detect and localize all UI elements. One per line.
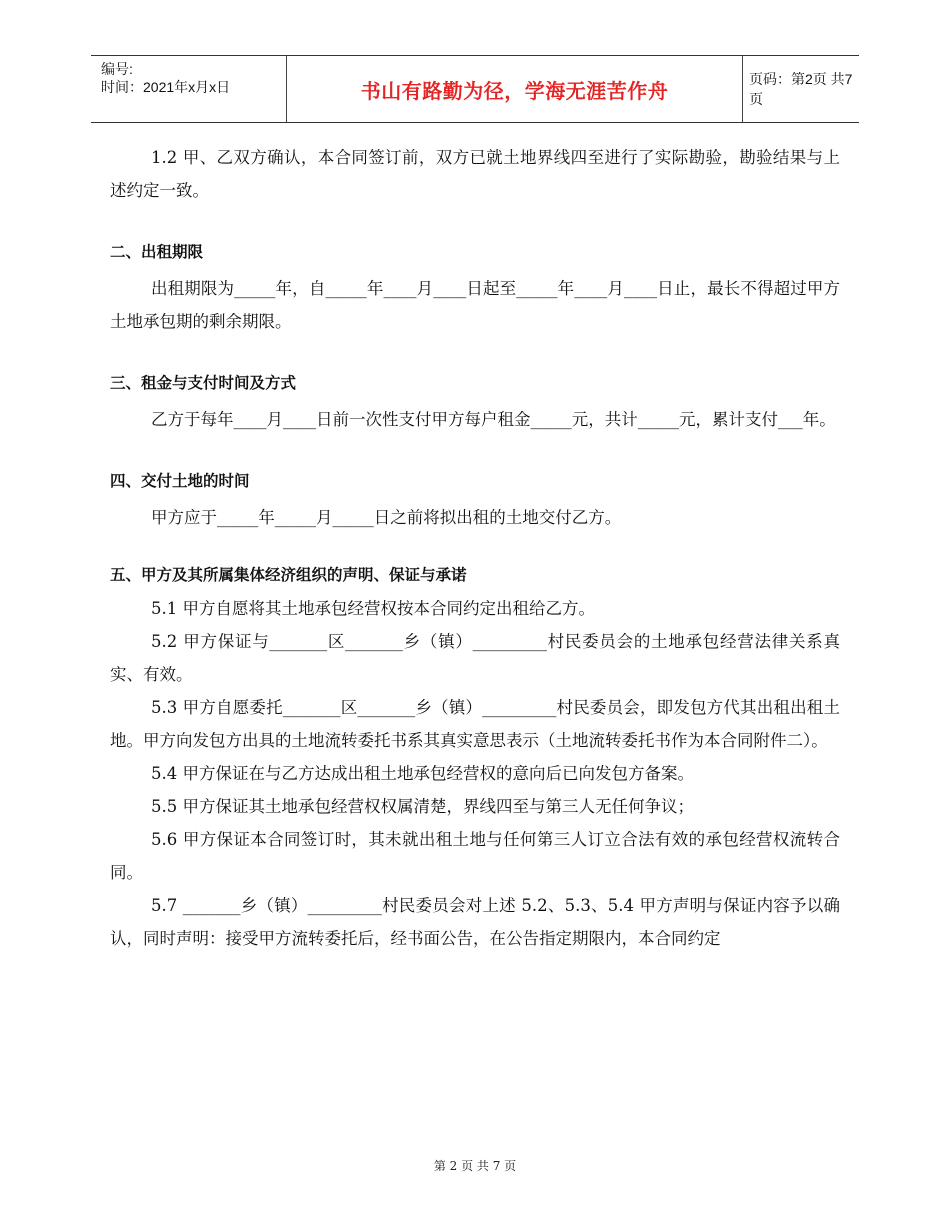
page-header bbox=[91, 55, 859, 123]
clause-5-1: 5.1 甲方自愿将其土地承包经营权按本合同约定出租给乙方。 bbox=[151, 599, 595, 618]
clause-5-7: 5.7 _______乡（镇）_________村民委员会对上述 5.2、5.3、5.4 甲方声明与保证内容予以确认，同时声明：接受甲方流转委托后，经书面公告，在公告指定期限内，本合同约定 bbox=[110, 896, 840, 948]
clause-5-6: 5.6 甲方保证本合同签订时，其未就出租土地与任何第三人订立合法有效的承包经营权流转合同。 bbox=[110, 830, 840, 882]
section-2-paragraph: 出租期限为_____年，自_____年____月____日起至_____年____月____日止，最长不得超过甲方土地承包期的剩余期限。 bbox=[110, 279, 840, 331]
header-page-info: 页码：第2页 共7页 bbox=[749, 71, 853, 107]
page-footer: 第 2 页 共 7 页 bbox=[433, 1159, 517, 1173]
header-motto-cell bbox=[286, 56, 743, 122]
section-3-title: 三、租金与支付时间及方式 bbox=[110, 374, 297, 392]
clause-5-2: 5.2 甲方保证与_______区_______乡（镇）_________村民委员会的土地承包经营法律关系真实、有效。 bbox=[110, 632, 840, 684]
header-motto: 书山有路勤为径，学海无涯苦作舟 bbox=[360, 78, 669, 103]
section-4-title: 四、交付土地的时间 bbox=[110, 472, 250, 490]
header-page-cell bbox=[741, 56, 859, 122]
clause-5-4: 5.4 甲方保证在与乙方达成出租土地承包经营权的意向后已向发包方备案。 bbox=[151, 764, 694, 783]
clause-5-5: 5.5 甲方保证其土地承包经营权权属清楚，界线四至与第三人无任何争议； bbox=[151, 797, 694, 816]
document-body bbox=[110, 141, 840, 955]
document-number-label: 编号: bbox=[101, 61, 133, 77]
section-3-paragraph: 乙方于每年____月____日前一次性支付甲方每户租金_____元，共计_____元，累计支付___年。 bbox=[151, 410, 836, 429]
section-2-title: 二、出租期限 bbox=[110, 243, 204, 261]
clause-1-2: 1.2 甲、乙双方确认，本合同签订前，双方已就土地界线四至进行了实际勘验，勘验结果与上述约定一致。 bbox=[110, 148, 840, 200]
clause-5-3: 5.3 甲方自愿委托_______区_______乡（镇）_________村民委员会，即发包方代其出租出租土地。甲方向发包方出具的土地流转委托书系其真实意思表示（土地流转委托书作为本合同附件二）。 bbox=[110, 698, 840, 750]
header-meta bbox=[91, 56, 286, 122]
section-5-title: 五、甲方及其所属集体经济组织的声明、保证与承诺 bbox=[110, 566, 467, 584]
section-4-paragraph: 甲方应于_____年_____月_____日之前将拟出租的土地交付乙方。 bbox=[151, 508, 622, 527]
document-time-label: 时间：2021年x月x日 bbox=[101, 79, 231, 95]
